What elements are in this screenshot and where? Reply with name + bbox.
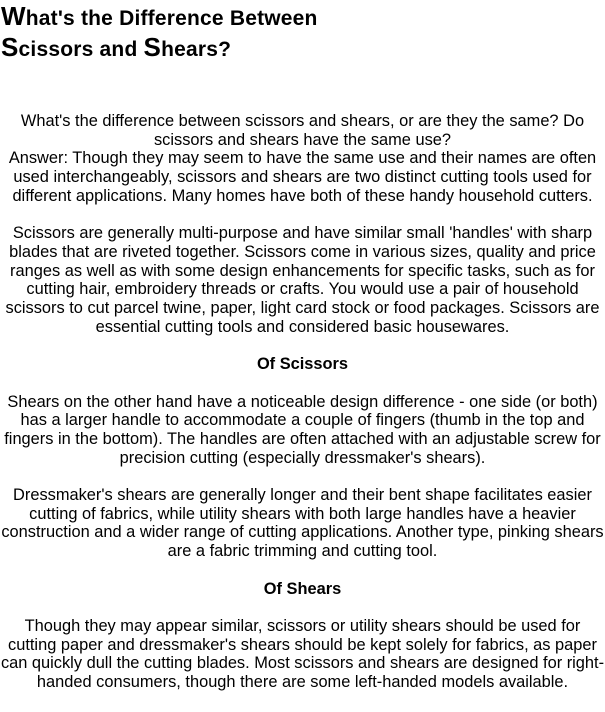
paragraph-spacer bbox=[0, 374, 605, 393]
title-line2-text-b: hears? bbox=[161, 38, 232, 61]
closing-paragraph: Though they may appear similar, scissors or utility shears should be used for cutting paper and dressmaker's shears should be kept solely for fabrics, as paper can quickly dull the cutting blades. Most scissors and shears are designed for right-handed consumers, though there are some left-handed models available. bbox=[0, 616, 605, 691]
title-line2-text-a: cissors and bbox=[18, 38, 144, 61]
paragraph-spacer bbox=[0, 467, 605, 486]
page-title bbox=[1, 2, 318, 64]
answer-paragraph: Answer: Though they may seem to have the same use and their names are often used interchangeably, scissors and shears are two distinct cutting tools used for different applications. Many homes have both of these handy household cutters. bbox=[8, 149, 597, 205]
title-initial-s2: S bbox=[143, 32, 162, 62]
title-initial-w: W bbox=[1, 1, 26, 31]
heading-of-scissors: Of Scissors bbox=[256, 355, 349, 374]
paragraph-spacer bbox=[0, 206, 605, 225]
shears-paragraph-1: Shears on the other hand have a noticeable design difference - one side (or both) has a larger handle to accommodate a couple of fingers (thumb in the top and fingers in the bottom). The handles are often attached with an adjustable screw for precision cutting (especially dressmaker's shears). bbox=[4, 392, 601, 467]
paragraph-spacer bbox=[0, 336, 605, 355]
paragraph-spacer bbox=[0, 598, 605, 617]
article-body bbox=[0, 112, 605, 692]
paragraph-spacer bbox=[0, 561, 605, 580]
heading-of-shears: Of Shears bbox=[263, 579, 342, 598]
scissors-paragraph: Scissors are generally multi-purpose and have similar small 'handles' with sharp blades that are riveted together. Scissors come in various sizes, quality and price ranges as well as with some design enhancements for specific tasks, such as for cutting hair, embroidery threads or crafts. You would use a pair of household scissors to cut parcel twine, paper, light card stock or food packages. Scissors are essential cutting tools and considered basic housewares. bbox=[5, 224, 600, 336]
question-paragraph: What's the difference between scissors and shears, or are they the same? Do scissors and shears have the same use? bbox=[20, 112, 585, 149]
title-initial-s1: S bbox=[1, 32, 19, 62]
shears-paragraph-2: Dressmaker's shears are generally longer and their bent shape facilitates easier cutting of fabrics, while utility shears with both large handles have a heavier construction and a wider range of cutting applications. Another type, pinking shears are a fabric trimming and cutting tool. bbox=[1, 486, 604, 561]
title-line1-text: hat's the Difference Between bbox=[25, 7, 318, 30]
